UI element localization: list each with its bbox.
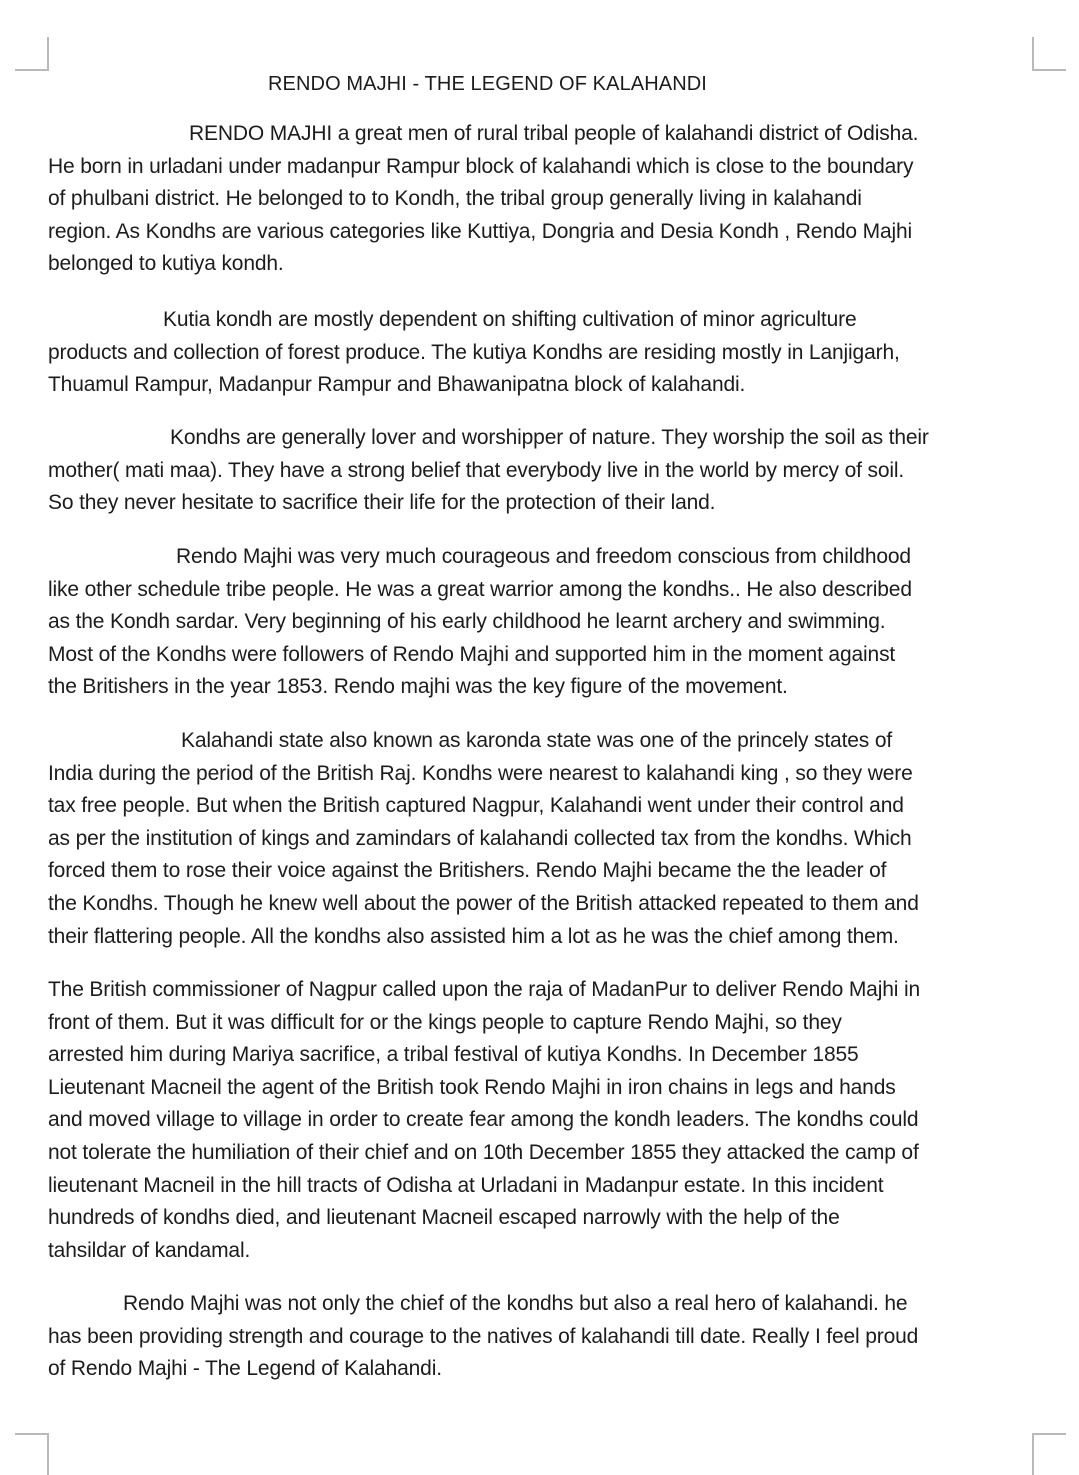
text-line: Kalahandi state also known as karonda state was one of the princely states of <box>181 729 893 752</box>
text-line: arrested him during Mariya sacrifice, a tribal festival of kutiya Kondhs. In December 1855 <box>48 1043 859 1067</box>
text-line: Lieutenant Macneil the agent of the British took Rendo Majhi in iron chains in legs and hands <box>48 1075 896 1099</box>
text-line: tahsildar of kandamal. <box>48 1238 251 1262</box>
text-line: front of them. But it was difficult for or the kings people to capture Rendo Majhi, so they <box>48 1010 842 1034</box>
text-line: hundreds of kondhs died, and lieutenant Macneil escaped narrowly with the help of the <box>48 1206 840 1230</box>
paragraph-4 <box>48 541 1048 704</box>
text-line: tax free people. But when the British captured Nagpur, Kalahandi went under their control and <box>48 794 904 818</box>
text-line: region. As Kondhs are various categories like Kuttiya, Dongria and Desia Kondh , Rendo Majhi <box>48 219 913 243</box>
text-line: Most of the Kondhs were followers of Rendo Majhi and supported him in the moment against <box>48 642 896 666</box>
text-line: Rendo Majhi was not only the chief of the kondhs but also a real hero of kalahandi. he <box>123 1292 908 1315</box>
text-line: products and collection of forest produce. The kutiya Kondhs are residing mostly in Lanjigarh, <box>48 340 900 364</box>
bottom-left-margin-mark <box>15 1433 49 1475</box>
text-line: He born in urladani under madanpur Rampur block of kalahandi which is close to the boundary <box>48 154 914 178</box>
text-line: not tolerate the humiliation of their chief and on 10th December 1855 they attacked the camp of <box>48 1140 919 1164</box>
text-line: forced them to rose their voice against the Britishers. Rendo Majhi became the the leader of <box>48 859 887 883</box>
text-line: RENDO MAJHI a great men of rural tribal people of kalahandi district of Odisha. <box>189 122 919 145</box>
bottom-right-margin-mark <box>1032 1433 1066 1475</box>
text-line: Thuamul Rampur, Madanpur Rampur and Bhawanipatna block of kalahandi. <box>48 373 746 397</box>
text-line: mother( mati maa). They have a strong belief that everybody live in the world by mercy of soil. <box>48 458 905 482</box>
paragraph-7 <box>48 1288 1048 1386</box>
text-line: the Britishers in the year 1853. Rendo majhi was the key figure of the movement. <box>48 675 788 699</box>
text-line: Kutia kondh are mostly dependent on shifting cultivation of minor agriculture <box>163 308 857 331</box>
text-line: Rendo Majhi was very much courageous and freedom conscious from childhood <box>176 545 911 568</box>
document-title: RENDO MAJHI - THE LEGEND OF KALAHANDI <box>268 73 707 95</box>
text-line: has been providing strength and courage to the natives of kalahandi till date. Really I feel proud <box>48 1324 919 1348</box>
paragraph-2 <box>48 304 1048 402</box>
text-line: as the Kondh sardar. Very beginning of his early childhood he learnt archery and swimming. <box>48 610 886 634</box>
text-line: of phulbani district. He belonged to to Kondh, the tribal group generally living in kalahandi <box>48 187 862 211</box>
text-line: their flattering people. All the kondhs also assisted him a lot as he was the chief among them. <box>48 924 899 948</box>
text-line: Kondhs are generally lover and worshipper of nature. They worship the soil as their <box>170 426 929 449</box>
text-line: as per the institution of kings and zamindars of kalahandi collected tax from the kondhs. Which <box>48 826 912 850</box>
text-line: belonged to kutiya kondh. <box>48 252 284 276</box>
top-right-margin-mark <box>1032 37 1066 71</box>
text-line: the Kondhs. Though he knew well about the power of the British attacked repeated to them and <box>48 891 919 915</box>
paragraph-3 <box>48 422 1048 520</box>
top-left-margin-mark <box>15 37 49 71</box>
text-line: of Rendo Majhi - The Legend of Kalahandi. <box>48 1357 442 1381</box>
text-line: So they never hesitate to sacrifice their life for the protection of their land. <box>48 491 716 515</box>
text-line: India during the period of the British Raj. Kondhs were nearest to kalahandi king , so they were <box>48 761 913 785</box>
paragraph-6 <box>48 974 1048 1267</box>
text-line: like other schedule tribe people. He was a great warrior among the kondhs.. He also described <box>48 577 912 601</box>
paragraph-5 <box>48 725 1048 953</box>
paragraph-1 <box>48 118 1048 281</box>
text-line: lieutenant Macneil in the hill tracts of Odisha at Urladani in Madanpur estate. In this incident <box>48 1173 884 1197</box>
text-line: The British commissioner of Nagpur called upon the raja of MadanPur to deliver Rendo Majhi in <box>48 978 920 1001</box>
text-line: and moved village to village in order to create fear among the kondh leaders. The kondhs could <box>48 1108 919 1132</box>
